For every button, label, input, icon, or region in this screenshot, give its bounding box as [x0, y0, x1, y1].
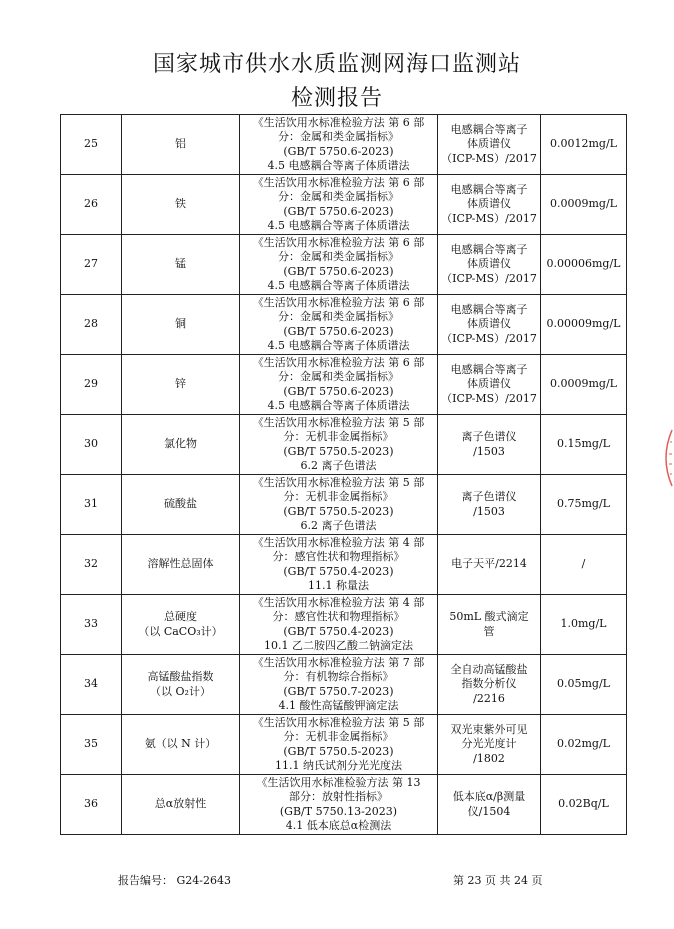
method-line: 4.5 电感耦合等离子体质谱法 — [267, 399, 410, 412]
test-item — [122, 235, 240, 295]
method-line: 分：感官性状和物理指标》 — [272, 610, 405, 623]
method-line: 分：金属和类金属指标》 — [278, 130, 399, 143]
test-item-name: 硫酸盐 — [164, 497, 197, 511]
test-method — [240, 655, 438, 715]
test-item-basis: （以 CaCO₃计） — [138, 624, 223, 638]
method-line: (GB/T 5750.4-2023) — [283, 564, 394, 578]
instrument-line: 电感耦合等离子 — [450, 362, 528, 376]
instrument-line: 双光束紫外可见 — [450, 722, 528, 736]
instrument-line: 离子色谱仪 — [461, 490, 517, 503]
instrument-line: 离子色谱仪 — [461, 430, 517, 443]
detection-limit: 0.0009mg/L — [541, 175, 627, 235]
instrument — [438, 535, 541, 595]
method-line: (GB/T 5750.4-2023) — [283, 624, 394, 638]
test-item — [122, 175, 240, 235]
instrument-line: 管 — [483, 624, 495, 638]
method-line: 《生活饮用水标准检验方法 第 4 部 — [252, 595, 425, 609]
test-method — [240, 475, 438, 535]
method-line: 《生活饮用水标准检验方法 第 6 部 — [252, 235, 425, 249]
row-number: 35 — [61, 715, 122, 775]
table-row — [61, 355, 627, 415]
method-line: 分：无机非金属指标》 — [283, 430, 394, 443]
row-number: 25 — [61, 115, 122, 175]
instrument-line: 仪/1504 — [467, 804, 511, 818]
method-line: (GB/T 5750.6-2023) — [283, 144, 394, 158]
method-line: 4.1 低本底总α检测法 — [285, 819, 392, 832]
results-table — [60, 114, 627, 835]
row-number: 28 — [61, 295, 122, 355]
method-line: (GB/T 5750.6-2023) — [283, 384, 394, 398]
row-number: 27 — [61, 235, 122, 295]
table-row — [61, 415, 627, 475]
instrument-line: 电感耦合等离子 — [450, 242, 528, 256]
detection-limit: 1.0mg/L — [541, 595, 627, 655]
test-item — [122, 115, 240, 175]
instrument-line: 电感耦合等离子 — [450, 182, 528, 196]
instrument — [438, 295, 541, 355]
test-item-name: 总α放射性 — [154, 797, 207, 811]
test-item-name: 氯化物 — [164, 437, 197, 451]
method-line: 《生活饮用水标准检验方法 第 13 — [256, 775, 421, 789]
detection-limit: 0.15mg/L — [541, 415, 627, 475]
method-line: 分：有机物综合指标》 — [283, 670, 394, 683]
report-title: 检测报告 — [290, 86, 383, 111]
page-number: 第 23 页 共 24 页 — [453, 874, 543, 887]
instrument-line: 电感耦合等离子 — [450, 122, 528, 136]
instrument-line: 电子天平/2214 — [451, 557, 527, 571]
test-method — [240, 535, 438, 595]
method-line: 4.1 酸性高锰酸钾滴定法 — [278, 699, 399, 712]
test-method — [240, 415, 438, 475]
row-number: 32 — [61, 535, 122, 595]
method-line: 分：金属和类金属指标》 — [278, 370, 399, 383]
test-method — [240, 355, 438, 415]
detection-limit: 0.0009mg/L — [541, 355, 627, 415]
method-line: 《生活饮用水标准检验方法 第 5 部 — [252, 715, 425, 729]
test-item — [122, 475, 240, 535]
method-line: 《生活饮用水标准检验方法 第 6 部 — [252, 355, 425, 369]
test-method — [240, 175, 438, 235]
test-item — [122, 355, 240, 415]
method-line: 6.2 离子色谱法 — [300, 519, 377, 532]
row-number: 31 — [61, 475, 122, 535]
instrument-line: 全自动高锰酸盐 — [450, 662, 528, 676]
test-item-name: 铜 — [175, 317, 186, 331]
test-item-name: 总硬度 — [164, 610, 197, 623]
detection-limit: 0.75mg/L — [541, 475, 627, 535]
table-row — [61, 295, 627, 355]
method-line: 6.2 离子色谱法 — [300, 459, 377, 472]
instrument-line: 体质谱仪 — [467, 317, 511, 331]
method-line: (GB/T 5750.6-2023) — [283, 324, 394, 338]
method-line: 分：无机非金属指标》 — [283, 730, 394, 743]
test-item — [122, 415, 240, 475]
table-row — [61, 775, 627, 835]
detection-limit: 0.02Bq/L — [541, 775, 627, 835]
instrument-line: 体质谱仪 — [467, 377, 511, 391]
instrument-line: /1503 — [473, 444, 505, 458]
instrument-line: （ICP-MS）/2017 — [441, 271, 537, 285]
method-line: 分：感官性状和物理指标》 — [272, 550, 405, 563]
row-number: 26 — [61, 175, 122, 235]
table-row — [61, 475, 627, 535]
method-line: 10.1 乙二胺四乙酸二钠滴定法 — [264, 639, 413, 652]
method-line: 分：金属和类金属指标》 — [278, 310, 399, 323]
instrument-line: （ICP-MS）/2017 — [441, 151, 537, 165]
station-title: 国家城市供水水质监测网海口监测站 — [152, 52, 521, 77]
instrument-line: 分光光度计 — [461, 737, 517, 751]
method-line: 11.1 纳氏试剂分光光度法 — [275, 759, 402, 772]
method-line: 《生活饮用水标准检验方法 第 6 部 — [252, 115, 425, 129]
test-method — [240, 235, 438, 295]
table-row — [61, 595, 627, 655]
instrument-line: 体质谱仪 — [467, 137, 511, 151]
method-line: (GB/T 5750.6-2023) — [283, 204, 394, 218]
instrument-line: （ICP-MS）/2017 — [441, 211, 537, 225]
method-line: 部分：放射性指标》 — [289, 790, 388, 803]
row-number: 36 — [61, 775, 122, 835]
instrument — [438, 775, 541, 835]
instrument-line: 体质谱仪 — [467, 197, 511, 211]
method-line: 分：金属和类金属指标》 — [278, 190, 399, 203]
method-line: 4.5 电感耦合等离子体质谱法 — [267, 339, 410, 352]
method-line: (GB/T 5750.5-2023) — [283, 744, 394, 758]
method-line: (GB/T 5750.6-2023) — [283, 264, 394, 278]
instrument-line: 体质谱仪 — [467, 257, 511, 271]
row-number: 29 — [61, 355, 122, 415]
method-line: 《生活饮用水标准检验方法 第 6 部 — [252, 295, 425, 309]
table-row — [61, 655, 627, 715]
instrument-line: /2216 — [473, 691, 505, 705]
report-number: 报告编号： G24-2643 — [118, 874, 231, 887]
test-item — [122, 775, 240, 835]
method-line: 《生活饮用水标准检验方法 第 7 部 — [252, 655, 425, 669]
method-line: (GB/T 5750.5-2023) — [283, 504, 394, 518]
detection-limit: 0.02mg/L — [541, 715, 627, 775]
table-row — [61, 715, 627, 775]
seal-stamp-fragment — [650, 428, 674, 488]
instrument — [438, 355, 541, 415]
test-item-name: 锌 — [175, 377, 186, 391]
instrument — [438, 115, 541, 175]
method-line: 4.5 电感耦合等离子体质谱法 — [267, 159, 410, 172]
instrument-line: （ICP-MS）/2017 — [441, 331, 537, 345]
instrument-line: /1802 — [473, 751, 505, 765]
detection-limit: 0.0012mg/L — [541, 115, 627, 175]
table-row — [61, 175, 627, 235]
method-line: 分：无机非金属指标》 — [283, 490, 394, 503]
method-line: 《生活饮用水标准检验方法 第 5 部 — [252, 475, 425, 489]
detection-limit: 0.05mg/L — [541, 655, 627, 715]
instrument — [438, 235, 541, 295]
instrument — [438, 595, 541, 655]
instrument — [438, 415, 541, 475]
test-method — [240, 775, 438, 835]
instrument-line: 50mL 酸式滴定 — [449, 610, 529, 623]
method-line: (GB/T 5750.7-2023) — [283, 684, 394, 698]
table-row — [61, 535, 627, 595]
instrument-line: /1503 — [473, 504, 505, 518]
test-item — [122, 295, 240, 355]
method-line: 《生活饮用水标准检验方法 第 5 部 — [252, 415, 425, 429]
row-number: 34 — [61, 655, 122, 715]
instrument — [438, 175, 541, 235]
test-item — [122, 655, 240, 715]
test-item-name: 溶解性总固体 — [147, 557, 214, 571]
instrument — [438, 655, 541, 715]
method-line: (GB/T 5750.13-2023) — [279, 804, 398, 818]
method-line: 分：金属和类金属指标》 — [278, 250, 399, 263]
method-line: 《生活饮用水标准检验方法 第 6 部 — [252, 175, 425, 189]
test-item-basis: （以 O₂计） — [150, 684, 211, 698]
method-line: (GB/T 5750.5-2023) — [283, 444, 394, 458]
test-item — [122, 535, 240, 595]
instrument-line: 指数分析仪 — [461, 677, 517, 691]
instrument-line: （ICP-MS）/2017 — [441, 391, 537, 405]
row-number: 30 — [61, 415, 122, 475]
detection-limit: / — [541, 535, 627, 595]
method-line: 11.1 称量法 — [308, 579, 369, 592]
row-number: 33 — [61, 595, 122, 655]
test-item — [122, 715, 240, 775]
test-item-name: 高锰酸盐指数 — [147, 670, 214, 683]
test-method — [240, 595, 438, 655]
test-item-name: 铁 — [175, 197, 186, 211]
test-item-name: 铝 — [175, 137, 186, 151]
method-line: 4.5 电感耦合等离子体质谱法 — [267, 279, 410, 292]
table-row — [61, 115, 627, 175]
test-method — [240, 715, 438, 775]
table-row — [61, 235, 627, 295]
detection-limit: 0.00009mg/L — [541, 295, 627, 355]
instrument-line: 电感耦合等离子 — [450, 302, 528, 316]
instrument-line: 低本底α/β测量 — [452, 790, 526, 803]
test-method — [240, 115, 438, 175]
instrument — [438, 475, 541, 535]
detection-limit: 0.00006mg/L — [541, 235, 627, 295]
test-method — [240, 295, 438, 355]
method-line: 《生活饮用水标准检验方法 第 4 部 — [252, 535, 425, 549]
instrument — [438, 715, 541, 775]
test-item-name: 氨（以 N 计） — [144, 737, 217, 751]
test-item — [122, 595, 240, 655]
method-line: 4.5 电感耦合等离子体质谱法 — [267, 219, 410, 232]
test-item-name: 锰 — [175, 257, 186, 271]
